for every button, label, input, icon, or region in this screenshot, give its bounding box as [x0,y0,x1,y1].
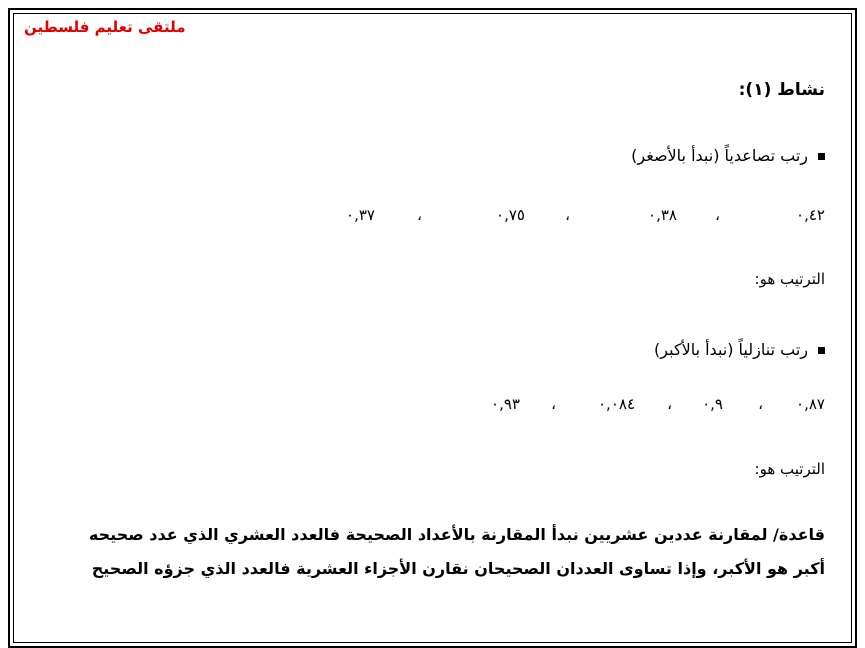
separator: ، [565,206,570,224]
instruction-ascending [631,146,825,165]
number-item: ٠,٧٥ [496,206,525,224]
activity-title: نشاط (١): [738,80,825,100]
number-item: ٠,٣٨ [648,206,677,224]
instruction-descending [654,340,825,359]
separator: ، [417,206,422,224]
number-item: ٠,٠٨٤ [598,395,635,413]
number-list-descending [0,395,865,417]
site-name: ملتقى تعليم فلسطين [24,18,186,36]
number-item: ٠,٨٧ [796,395,825,413]
number-item: ٠,٤٢ [796,206,825,224]
number-list-ascending [0,206,865,228]
rule-line-1: قاعدة/ لمقارنة عددين عشريين نبدأ المقارنة بالأعداد الصحيحة فالعدد العشري الذي عدد صحيحه [88,525,825,544]
number-item: ٠,٩ [702,395,723,413]
rule-paragraph [35,518,825,586]
order-label-2: الترتيب هو: [754,460,825,478]
instruction-text: رتب تنازلياً (نبدأ بالأكبر) [654,340,808,359]
order-label-1: الترتيب هو: [754,270,825,288]
separator: ، [667,395,672,413]
number-item: ٠,٩٣ [491,395,520,413]
site-header [0,18,825,36]
separator: ، [551,395,556,413]
square-bullet-icon [818,153,825,160]
square-bullet-icon [818,347,825,354]
separator: ، [715,206,720,224]
rule-line-2: أكبر هو الأكبر، وإذا تساوى العددان الصحيحان نقارن الأجزاء العشرية فالعدد الذي جزؤه الصحيح [91,559,825,578]
number-item: ٠,٣٧ [346,206,375,224]
separator: ، [758,395,763,413]
instruction-text: رتب تصاعدياً (نبدأ بالأصغر) [631,146,808,165]
